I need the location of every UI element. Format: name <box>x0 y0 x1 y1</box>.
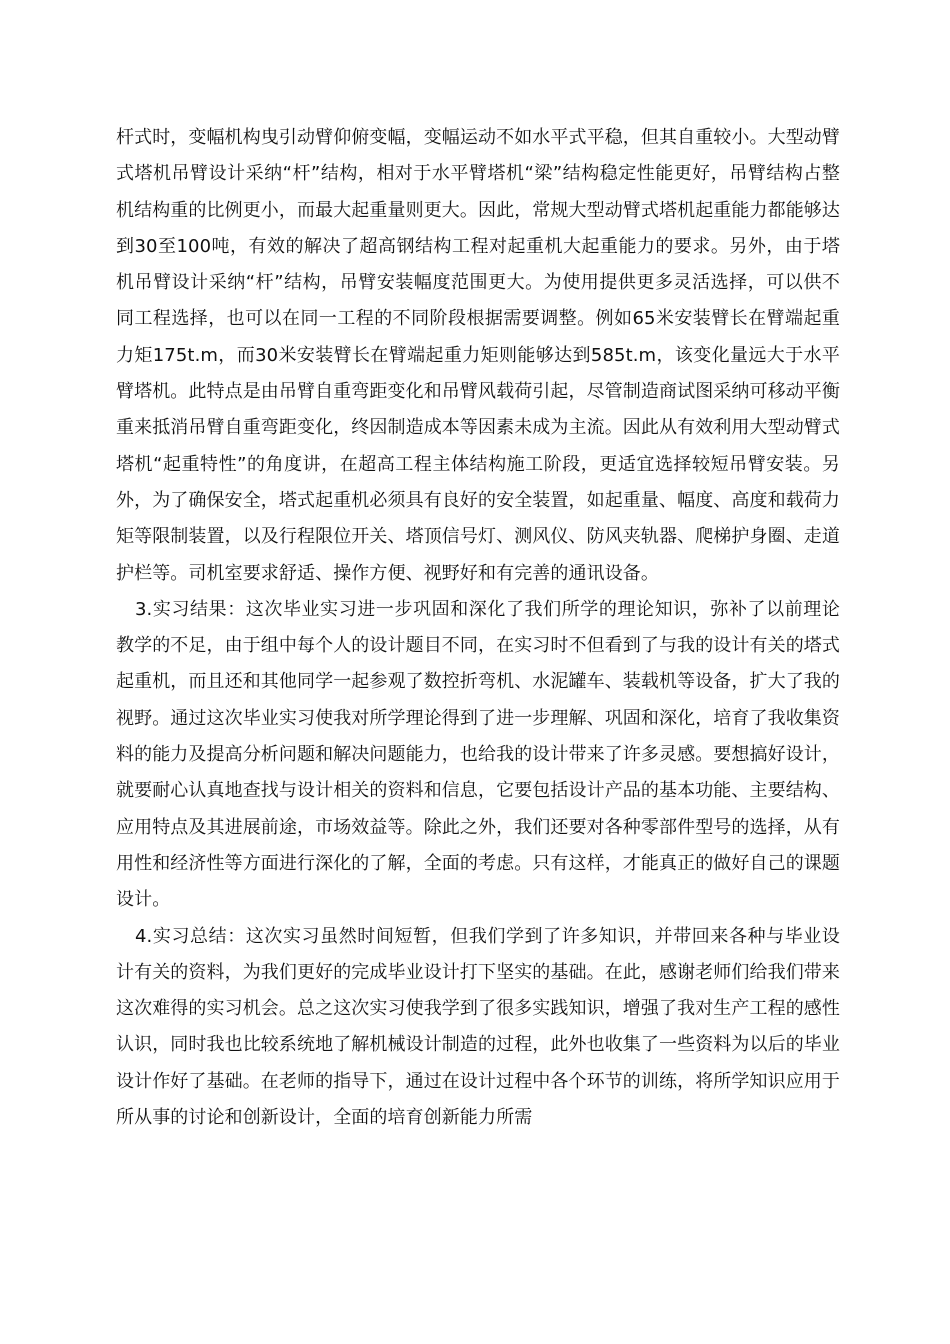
document-body <box>116 120 840 1136</box>
paragraph-internship-summary: 4.实习总结：这次实习虽然时间短暂，但我们学到了许多知识，并带回来各种与毕业设计有关的资料，为我们更好的完成毕业设计打下坚实的基础。在此，感谢老师们给我们带来这次难得的实习机会。总之这次实习使我学到了很多实践知识，增强了我对生产工程的感性认识，同时我也比较系统地了解机械设计制造的过程，此外也收集了一些资料为以后的毕业设计作好了基础。在老师的指导下，通过在设计过程中各个环节的训练，将所学知识应用于所从事的讨论和创新设计，全面的培育创新能力所需 <box>116 925 840 1129</box>
paragraph-internship-results: 3.实习结果：这次毕业实习进一步巩固和深化了我们所学的理论知识，弥补了以前理论教学的不足，由于组中每个人的设计题目不同，在实习时不但看到了与我的设计有关的塔式起重机，而且还和其他同学一起参观了数控折弯机、水泥罐车、装载机等设备，扩大了我的视野。通过这次毕业实习使我对所学理论得到了进一步理解、巩固和深化，培育了我收集资料的能力及提高分析问题和解决问题能力，也给我的设计带来了许多灵感。要想搞好设计，就要耐心认真地查找与设计相关的资料和信息，它要包括设计产品的基本功能、主要结构、应用特点及其进展前途，市场效益等。除此之外，我们还要对各种零部件型号的选择，从有用性和经济性等方面进行深化的了解，全面的考虑。只有这样，才能真正的做好自己的课题设计。 <box>116 598 840 911</box>
paragraph-crane-features: 杆式时，变幅机构曳引动臂仰俯变幅，变幅运动不如水平式平稳，但其自重较小。大型动臂式塔机吊臂设计采纳“杆”结构，相对于水平臂塔机“梁”结构稳定性能更好，吊臂结构占整机结构重的比例更小，而最大起重量则更大。因此，常规大型动臂式塔机起重能力都能够达到30至100吨，有效的解决了超高钢结构工程对起重机大起重能力的要求。另外，由于塔机吊臂设计采纳“杆”结构，吊臂安装幅度范围更大。为使用提供更多灵活选择，可以供不同工程选择，也可以在同一工程的不同阶段根据需要调整。例如65米安装臂长在臂端起重力矩175t.m，而30米安装臂长在臂端起重力矩则能够达到585t.m，该变化量远大于水平臂塔机。此特点是由吊臂自重弯距变化和吊臂风载荷引起，尽管制造商试图采纳可移动平衡重来抵消吊臂自重弯距变化，终因制造成本等因素未成为主流。因此从有效利用大型动臂式塔机“起重特性”的角度讲，在超高工程主体结构施工阶段，更适宜选择较短吊臂安装。另外，为了确保安全，塔式起重机必须具有良好的安全装置，如起重量、幅度、高度和载荷力矩等限制装置，以及行程限位开关、塔顶信号灯、测风仪、防风夹轨器、爬梯护身圈、走道护栏等。司机室要求舒适、操作方便、视野好和有完善的通讯设备。 <box>116 127 840 584</box>
